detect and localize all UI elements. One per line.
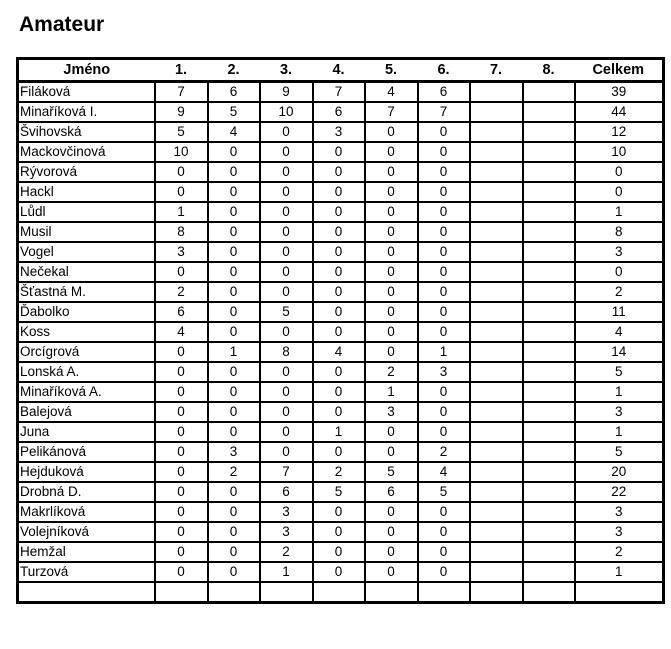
table-row <box>18 262 664 282</box>
cell-round-4: 2 <box>313 462 365 482</box>
cell-round-8 <box>523 482 575 502</box>
cell-total <box>575 582 664 603</box>
cell-round-4: 0 <box>313 382 365 402</box>
cell-round-6: 0 <box>418 322 470 342</box>
cell-round-7 <box>470 282 523 302</box>
cell-round-6: 6 <box>418 82 470 103</box>
cell-round-7 <box>470 542 523 562</box>
cell-name: Hackl <box>18 182 155 202</box>
cell-total: 2 <box>575 282 664 302</box>
cell-total: 0 <box>575 262 664 282</box>
cell-round-4: 0 <box>313 182 365 202</box>
cell-round-6: 0 <box>418 402 470 422</box>
cell-round-5: 0 <box>365 562 418 582</box>
cell-round-4: 0 <box>313 222 365 242</box>
cell-round-2: 0 <box>208 482 260 502</box>
column-header-round-1: 1. <box>155 59 208 82</box>
cell-round-3: 10 <box>260 102 313 122</box>
cell-round-2: 0 <box>208 542 260 562</box>
cell-round-4: 0 <box>313 142 365 162</box>
cell-round-5: 0 <box>365 522 418 542</box>
cell-round-4: 0 <box>313 202 365 222</box>
cell-round-1: 3 <box>155 242 208 262</box>
cell-total: 1 <box>575 422 664 442</box>
cell-round-1: 0 <box>155 562 208 582</box>
cell-round-6: 1 <box>418 342 470 362</box>
cell-round-5: 0 <box>365 342 418 362</box>
cell-round-7 <box>470 482 523 502</box>
cell-round-7 <box>470 182 523 202</box>
cell-round-1: 4 <box>155 322 208 342</box>
cell-round-1: 5 <box>155 122 208 142</box>
cell-round-2: 6 <box>208 82 260 103</box>
cell-round-1: 7 <box>155 82 208 103</box>
cell-round-2: 0 <box>208 202 260 222</box>
cell-round-5: 5 <box>365 462 418 482</box>
cell-round-2: 0 <box>208 562 260 582</box>
cell-round-3: 0 <box>260 322 313 342</box>
cell-round-2: 0 <box>208 222 260 242</box>
column-header-round-8: 8. <box>523 59 575 82</box>
cell-round-2: 0 <box>208 322 260 342</box>
cell-round-4: 0 <box>313 262 365 282</box>
cell-round-3: 8 <box>260 342 313 362</box>
cell-round-5: 0 <box>365 322 418 342</box>
cell-round-7 <box>470 122 523 142</box>
cell-total: 0 <box>575 162 664 182</box>
cell-round-1: 0 <box>155 262 208 282</box>
table-row <box>18 362 664 382</box>
cell-round-1: 1 <box>155 202 208 222</box>
cell-round-5: 4 <box>365 82 418 103</box>
cell-round-7 <box>470 522 523 542</box>
cell-round-3: 0 <box>260 382 313 402</box>
cell-round-7 <box>470 322 523 342</box>
cell-round-2 <box>208 582 260 603</box>
table-row <box>18 222 664 242</box>
table-row <box>18 242 664 262</box>
column-header-total: Celkem <box>575 59 664 82</box>
cell-round-2: 0 <box>208 162 260 182</box>
cell-name: Lonská A. <box>18 362 155 382</box>
cell-round-4: 0 <box>313 162 365 182</box>
cell-round-4 <box>313 582 365 603</box>
cell-total: 5 <box>575 362 664 382</box>
cell-round-3: 9 <box>260 82 313 103</box>
cell-round-2: 2 <box>208 462 260 482</box>
cell-round-4: 3 <box>313 122 365 142</box>
cell-round-2: 3 <box>208 442 260 462</box>
cell-round-6: 0 <box>418 202 470 222</box>
cell-total: 4 <box>575 322 664 342</box>
cell-total: 44 <box>575 102 664 122</box>
table-row <box>18 122 664 142</box>
cell-round-3: 3 <box>260 502 313 522</box>
cell-round-6 <box>418 582 470 603</box>
cell-round-2: 0 <box>208 402 260 422</box>
cell-total: 2 <box>575 542 664 562</box>
cell-round-8 <box>523 102 575 122</box>
cell-round-1: 0 <box>155 422 208 442</box>
cell-name: Ďabolko <box>18 302 155 322</box>
cell-name: Orcígrová <box>18 342 155 362</box>
table-row <box>18 282 664 302</box>
cell-round-1: 0 <box>155 542 208 562</box>
cell-total: 3 <box>575 402 664 422</box>
table-row <box>18 502 664 522</box>
cell-round-8 <box>523 322 575 342</box>
cell-total: 39 <box>575 82 664 103</box>
cell-name: Minaříková I. <box>18 102 155 122</box>
cell-round-8 <box>523 82 575 103</box>
cell-round-5: 0 <box>365 182 418 202</box>
cell-round-1: 6 <box>155 302 208 322</box>
table-row <box>18 182 664 202</box>
cell-round-2: 0 <box>208 302 260 322</box>
cell-name: Juna <box>18 422 155 442</box>
table-row <box>18 302 664 322</box>
cell-round-1: 0 <box>155 482 208 502</box>
cell-round-6: 0 <box>418 222 470 242</box>
table-row <box>18 162 664 182</box>
cell-round-5: 0 <box>365 502 418 522</box>
cell-round-6: 0 <box>418 382 470 402</box>
cell-total: 8 <box>575 222 664 242</box>
cell-total: 10 <box>575 142 664 162</box>
cell-round-1: 0 <box>155 502 208 522</box>
cell-round-4: 0 <box>313 442 365 462</box>
table-row <box>18 102 664 122</box>
table-row <box>18 322 664 342</box>
cell-round-8 <box>523 262 575 282</box>
cell-total: 0 <box>575 182 664 202</box>
column-header-round-3: 3. <box>260 59 313 82</box>
cell-round-7 <box>470 402 523 422</box>
table-row <box>18 522 664 542</box>
cell-round-3: 7 <box>260 462 313 482</box>
cell-round-7 <box>470 442 523 462</box>
cell-round-7 <box>470 362 523 382</box>
cell-round-1: 0 <box>155 382 208 402</box>
cell-round-8 <box>523 462 575 482</box>
cell-round-8 <box>523 442 575 462</box>
cell-name: Lůdl <box>18 202 155 222</box>
table-row <box>18 462 664 482</box>
cell-round-4: 0 <box>313 402 365 422</box>
cell-name <box>18 582 155 603</box>
cell-round-8 <box>523 542 575 562</box>
cell-round-4: 5 <box>313 482 365 502</box>
cell-round-6: 0 <box>418 542 470 562</box>
cell-round-3: 0 <box>260 442 313 462</box>
cell-round-5: 0 <box>365 282 418 302</box>
cell-total: 12 <box>575 122 664 142</box>
cell-round-1: 0 <box>155 342 208 362</box>
cell-round-4: 0 <box>313 502 365 522</box>
cell-round-6: 5 <box>418 482 470 502</box>
cell-round-7 <box>470 262 523 282</box>
cell-round-8 <box>523 222 575 242</box>
cell-round-3: 0 <box>260 362 313 382</box>
cell-round-8 <box>523 142 575 162</box>
cell-round-8 <box>523 282 575 302</box>
cell-round-5: 0 <box>365 122 418 142</box>
cell-round-2: 1 <box>208 342 260 362</box>
cell-round-4: 0 <box>313 522 365 542</box>
cell-round-3: 5 <box>260 302 313 322</box>
cell-round-8 <box>523 162 575 182</box>
cell-round-8 <box>523 202 575 222</box>
cell-round-1: 0 <box>155 462 208 482</box>
cell-round-8 <box>523 382 575 402</box>
table-row <box>18 582 664 603</box>
cell-name: Hemžal <box>18 542 155 562</box>
cell-round-6: 7 <box>418 102 470 122</box>
cell-round-3 <box>260 582 313 603</box>
table-row <box>18 402 664 422</box>
cell-round-2: 0 <box>208 142 260 162</box>
cell-round-4: 0 <box>313 362 365 382</box>
cell-round-5: 0 <box>365 262 418 282</box>
cell-round-8 <box>523 302 575 322</box>
cell-round-6: 0 <box>418 182 470 202</box>
cell-round-2: 0 <box>208 242 260 262</box>
table-row <box>18 202 664 222</box>
cell-round-6: 0 <box>418 562 470 582</box>
cell-round-1 <box>155 582 208 603</box>
cell-round-4: 0 <box>313 242 365 262</box>
cell-round-4: 0 <box>313 322 365 342</box>
cell-round-5: 0 <box>365 422 418 442</box>
cell-name: Volejníková <box>18 522 155 542</box>
cell-round-2: 0 <box>208 282 260 302</box>
cell-round-3: 6 <box>260 482 313 502</box>
cell-round-1: 0 <box>155 402 208 422</box>
cell-round-4: 4 <box>313 342 365 362</box>
cell-round-7 <box>470 202 523 222</box>
cell-round-7 <box>470 502 523 522</box>
cell-round-8 <box>523 562 575 582</box>
cell-round-2: 0 <box>208 262 260 282</box>
cell-name: Musil <box>18 222 155 242</box>
cell-name: Hejduková <box>18 462 155 482</box>
cell-round-5: 2 <box>365 362 418 382</box>
cell-round-4: 0 <box>313 562 365 582</box>
cell-round-7 <box>470 142 523 162</box>
table-row <box>18 482 664 502</box>
table-row <box>18 342 664 362</box>
cell-round-3: 0 <box>260 402 313 422</box>
cell-round-3: 2 <box>260 542 313 562</box>
cell-round-2: 0 <box>208 522 260 542</box>
cell-total: 22 <box>575 482 664 502</box>
cell-round-3: 3 <box>260 522 313 542</box>
cell-round-6: 0 <box>418 502 470 522</box>
cell-round-6: 4 <box>418 462 470 482</box>
cell-round-7 <box>470 562 523 582</box>
cell-round-3: 0 <box>260 422 313 442</box>
cell-round-2: 0 <box>208 182 260 202</box>
cell-round-3: 0 <box>260 182 313 202</box>
cell-round-8 <box>523 122 575 142</box>
cell-round-4: 0 <box>313 542 365 562</box>
cell-name: Šťastná M. <box>18 282 155 302</box>
cell-name: Turzová <box>18 562 155 582</box>
cell-round-1: 0 <box>155 182 208 202</box>
cell-total: 3 <box>575 242 664 262</box>
column-header-round-6: 6. <box>418 59 470 82</box>
cell-total: 3 <box>575 522 664 542</box>
cell-round-6: 0 <box>418 122 470 142</box>
cell-round-8 <box>523 342 575 362</box>
cell-round-6: 2 <box>418 442 470 462</box>
cell-name: Pelikánová <box>18 442 155 462</box>
column-header-round-5: 5. <box>365 59 418 82</box>
cell-round-3: 0 <box>260 282 313 302</box>
cell-round-4: 1 <box>313 422 365 442</box>
cell-round-7 <box>470 82 523 103</box>
cell-round-5: 0 <box>365 242 418 262</box>
cell-round-5 <box>365 582 418 603</box>
cell-total: 20 <box>575 462 664 482</box>
cell-round-3: 1 <box>260 562 313 582</box>
cell-round-8 <box>523 182 575 202</box>
results-table <box>16 57 665 604</box>
table-row <box>18 142 664 162</box>
cell-round-4: 0 <box>313 302 365 322</box>
cell-round-7 <box>470 462 523 482</box>
cell-round-7 <box>470 582 523 603</box>
cell-round-2: 0 <box>208 382 260 402</box>
cell-round-7 <box>470 382 523 402</box>
column-header-round-4: 4. <box>313 59 365 82</box>
cell-round-4: 7 <box>313 82 365 103</box>
cell-round-8 <box>523 502 575 522</box>
cell-round-8 <box>523 402 575 422</box>
cell-round-5: 0 <box>365 142 418 162</box>
cell-name: Filáková <box>18 82 155 103</box>
cell-round-5: 0 <box>365 302 418 322</box>
cell-round-6: 0 <box>418 302 470 322</box>
cell-round-8 <box>523 582 575 603</box>
cell-total: 1 <box>575 202 664 222</box>
cell-round-2: 0 <box>208 502 260 522</box>
cell-total: 1 <box>575 562 664 582</box>
cell-round-3: 0 <box>260 242 313 262</box>
cell-round-2: 4 <box>208 122 260 142</box>
cell-round-5: 0 <box>365 162 418 182</box>
cell-round-7 <box>470 302 523 322</box>
cell-round-1: 8 <box>155 222 208 242</box>
cell-name: Makrlíková <box>18 502 155 522</box>
cell-total: 11 <box>575 302 664 322</box>
cell-round-2: 0 <box>208 362 260 382</box>
cell-round-7 <box>470 222 523 242</box>
cell-round-3: 0 <box>260 142 313 162</box>
cell-round-5: 0 <box>365 202 418 222</box>
table-row <box>18 542 664 562</box>
table-row <box>18 422 664 442</box>
cell-round-3: 0 <box>260 122 313 142</box>
header-row <box>18 59 664 82</box>
cell-round-3: 0 <box>260 202 313 222</box>
cell-round-5: 1 <box>365 382 418 402</box>
cell-round-5: 3 <box>365 402 418 422</box>
cell-round-1: 10 <box>155 142 208 162</box>
cell-round-5: 0 <box>365 442 418 462</box>
cell-name: Rývorová <box>18 162 155 182</box>
cell-name: Drobná D. <box>18 482 155 502</box>
cell-total: 3 <box>575 502 664 522</box>
cell-round-8 <box>523 422 575 442</box>
cell-round-5: 0 <box>365 222 418 242</box>
cell-round-5: 6 <box>365 482 418 502</box>
cell-round-4: 6 <box>313 102 365 122</box>
cell-round-6: 3 <box>418 362 470 382</box>
cell-name: Minaříková A. <box>18 382 155 402</box>
table-row <box>18 562 664 582</box>
table-row <box>18 382 664 402</box>
cell-round-1: 0 <box>155 442 208 462</box>
table-row <box>18 82 664 103</box>
cell-round-3: 0 <box>260 262 313 282</box>
cell-round-1: 0 <box>155 362 208 382</box>
cell-round-6: 0 <box>418 422 470 442</box>
cell-round-7 <box>470 102 523 122</box>
cell-round-6: 0 <box>418 162 470 182</box>
cell-round-7 <box>470 342 523 362</box>
cell-round-7 <box>470 242 523 262</box>
cell-name: Koss <box>18 322 155 342</box>
cell-round-1: 9 <box>155 102 208 122</box>
cell-round-1: 0 <box>155 162 208 182</box>
cell-total: 1 <box>575 382 664 402</box>
cell-round-7 <box>470 162 523 182</box>
cell-round-8 <box>523 362 575 382</box>
cell-round-4: 0 <box>313 282 365 302</box>
cell-name: Balejová <box>18 402 155 422</box>
page-title: Amateur <box>19 13 105 36</box>
cell-total: 14 <box>575 342 664 362</box>
cell-round-6: 0 <box>418 522 470 542</box>
cell-round-6: 0 <box>418 262 470 282</box>
column-header-name: Jméno <box>18 59 155 82</box>
cell-name: Vogel <box>18 242 155 262</box>
cell-round-3: 0 <box>260 222 313 242</box>
cell-round-1: 0 <box>155 522 208 542</box>
cell-round-5: 7 <box>365 102 418 122</box>
cell-round-5: 0 <box>365 542 418 562</box>
column-header-round-2: 2. <box>208 59 260 82</box>
cell-round-1: 2 <box>155 282 208 302</box>
cell-round-8 <box>523 242 575 262</box>
cell-total: 5 <box>575 442 664 462</box>
cell-name: Mackovčinová <box>18 142 155 162</box>
cell-round-2: 5 <box>208 102 260 122</box>
cell-round-3: 0 <box>260 162 313 182</box>
cell-round-8 <box>523 522 575 542</box>
cell-round-6: 0 <box>418 282 470 302</box>
cell-name: Nečekal <box>18 262 155 282</box>
column-header-round-7: 7. <box>470 59 523 82</box>
cell-round-6: 0 <box>418 242 470 262</box>
cell-name: Švihovská <box>18 122 155 142</box>
cell-round-6: 0 <box>418 142 470 162</box>
table-row <box>18 442 664 462</box>
cell-round-7 <box>470 422 523 442</box>
cell-round-2: 0 <box>208 422 260 442</box>
